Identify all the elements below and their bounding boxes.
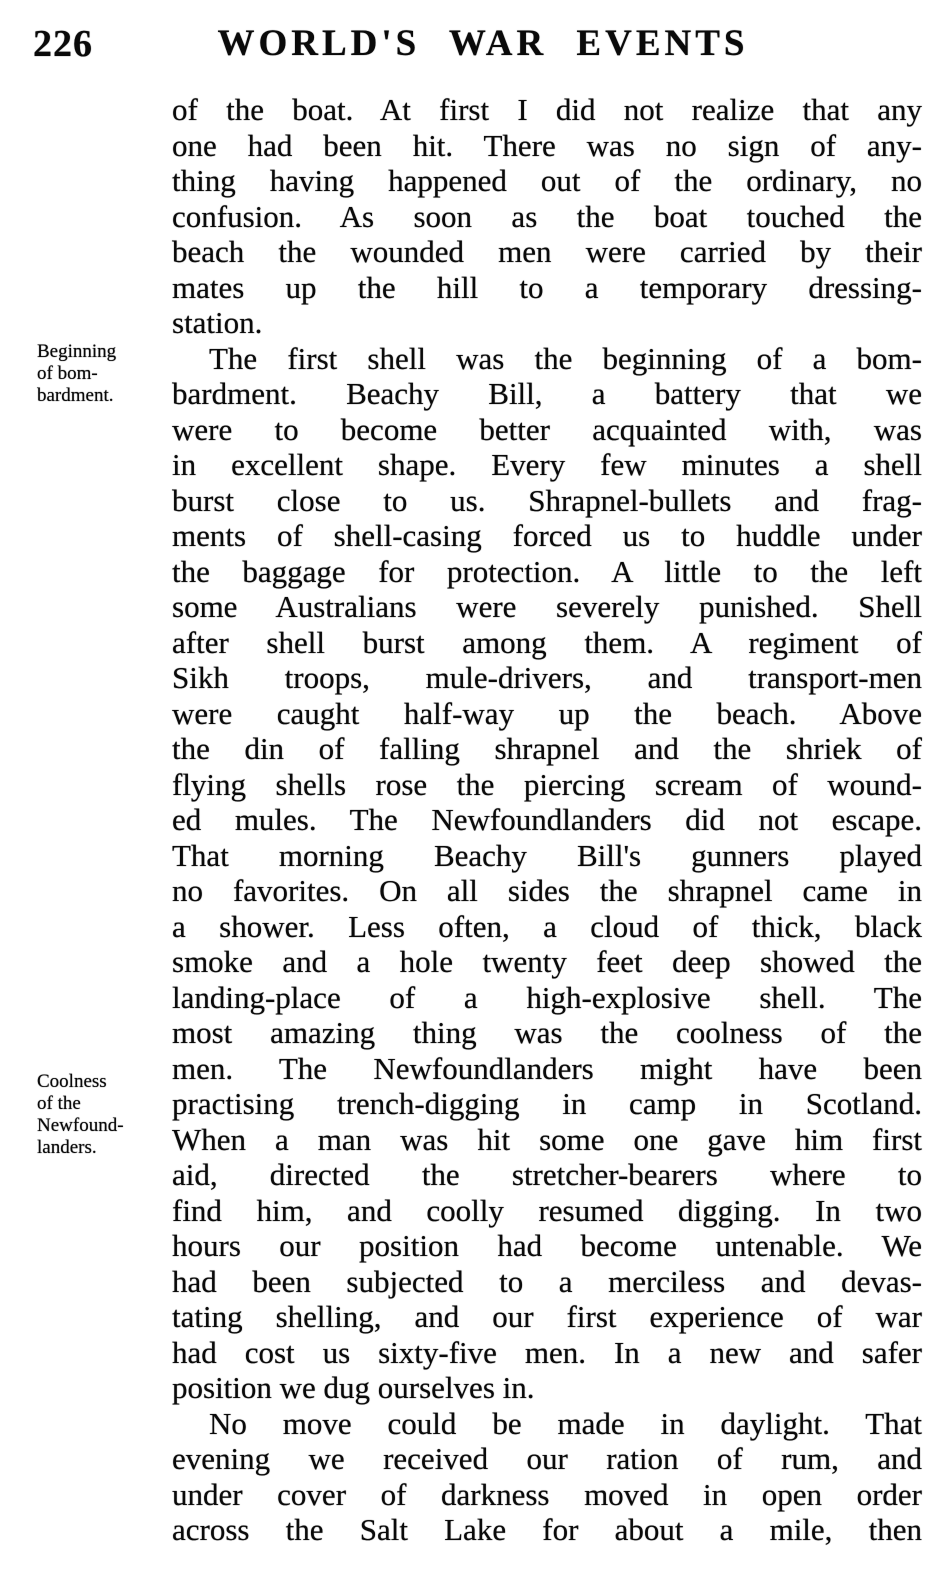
text-line: tating shelling, and our first experience of war: [172, 1299, 922, 1334]
text-line: a shower. Less often, a cloud of thick, black: [172, 908, 922, 944]
paragraph: [172, 1406, 922, 1548]
text-line: That morning Beachy Bill's gunners played: [172, 837, 922, 873]
paragraph: [172, 92, 922, 341]
margin-note-line: Newfound-: [37, 1115, 124, 1136]
text-line: mates up the hill to a temporary dressing-: [172, 269, 922, 305]
text-line: evening we received our ration of rum, and: [172, 1441, 922, 1476]
text-line: thing having happened out of the ordinary, no: [172, 163, 922, 198]
margin-note-line: bardment.: [37, 385, 114, 406]
text-line: find him, and coolly resumed digging. In two: [172, 1192, 922, 1228]
margin-note-coolness-of-newfoundlanders: [37, 1071, 169, 1159]
page-title: WORLD'S WAR EVENTS: [217, 23, 749, 64]
text-line: bardment. Beachy Bill, a battery that we: [172, 376, 922, 411]
body-text: [172, 92, 922, 1548]
text-line: hours our position had become untenable. We: [172, 1228, 922, 1263]
text-line: across the Salt Lake for about a mile, then: [172, 1512, 922, 1547]
text-line: one had been hit. There was no sign of any-: [172, 127, 922, 163]
text-line: under cover of darkness moved in open order: [172, 1476, 922, 1512]
text-line: were to become better acquainted with, was: [172, 411, 922, 447]
text-line: confusion. As soon as the boat touched the: [172, 198, 922, 234]
text-line: after shell burst among them. A regiment of: [172, 624, 922, 660]
text-line: had cost us sixty-five men. In a new and safer: [172, 1334, 922, 1370]
text-line: had been subjected to a merciless and devas-: [172, 1263, 922, 1299]
text-line: the baggage for protection. A little to the left: [172, 553, 922, 589]
margin-note-line: Coolness: [37, 1071, 107, 1092]
text-line: smoke and a hole twenty feet deep showed the: [172, 944, 922, 979]
text-line: When a man was hit some one gave him first: [172, 1121, 922, 1157]
text-line: most amazing thing was the coolness of the: [172, 1015, 922, 1050]
text-line: were caught half-way up the beach. Above: [172, 695, 922, 731]
text-line: the din of falling shrapnel and the shriek of: [172, 731, 922, 766]
text-line: ments of shell-casing forced us to huddle under: [172, 518, 922, 553]
text-line: ed mules. The Newfoundlanders did not escape.: [172, 802, 922, 837]
text-line: no favorites. On all sides the shrapnel came in: [172, 873, 922, 908]
text-line: No move could be made in daylight. That: [209, 1405, 922, 1441]
text-line: of the boat. At first I did not realize that any: [172, 92, 922, 127]
text-line: aid, directed the stretcher-bearers where to: [172, 1157, 922, 1192]
margin-note-line: of the: [37, 1093, 81, 1114]
text-line: in excellent shape. Every few minutes a shell: [172, 447, 922, 482]
text-line: practising trench-digging in camp in Scotland.: [172, 1086, 922, 1121]
text-line: station.: [172, 305, 263, 340]
text-line: position we dug ourselves in.: [172, 1370, 535, 1405]
margin-note-line: Beginning: [37, 341, 117, 362]
margin-note-beginning-of-bombardment: [37, 341, 169, 407]
text-line: burst close to us. Shrapnel-bullets and frag-: [172, 482, 922, 518]
margin-note-line: landers.: [37, 1137, 97, 1158]
text-line: landing-place of a high-explosive shell. The: [172, 979, 922, 1015]
margin-note-line: of bom-: [37, 363, 98, 384]
text-line: The first shell was the beginning of a bom-: [209, 340, 922, 376]
text-line: beach the wounded men were carried by their: [172, 234, 922, 269]
text-line: Sikh troops, mule-drivers, and transport-men: [172, 660, 922, 695]
text-line: men. The Newfoundlanders might have been: [172, 1050, 922, 1086]
text-line: flying shells rose the piercing scream of wound-: [172, 766, 922, 802]
page-number: 226: [33, 23, 93, 65]
text-line: some Australians were severely punished. Shell: [172, 589, 922, 624]
paragraph: [172, 341, 922, 1406]
